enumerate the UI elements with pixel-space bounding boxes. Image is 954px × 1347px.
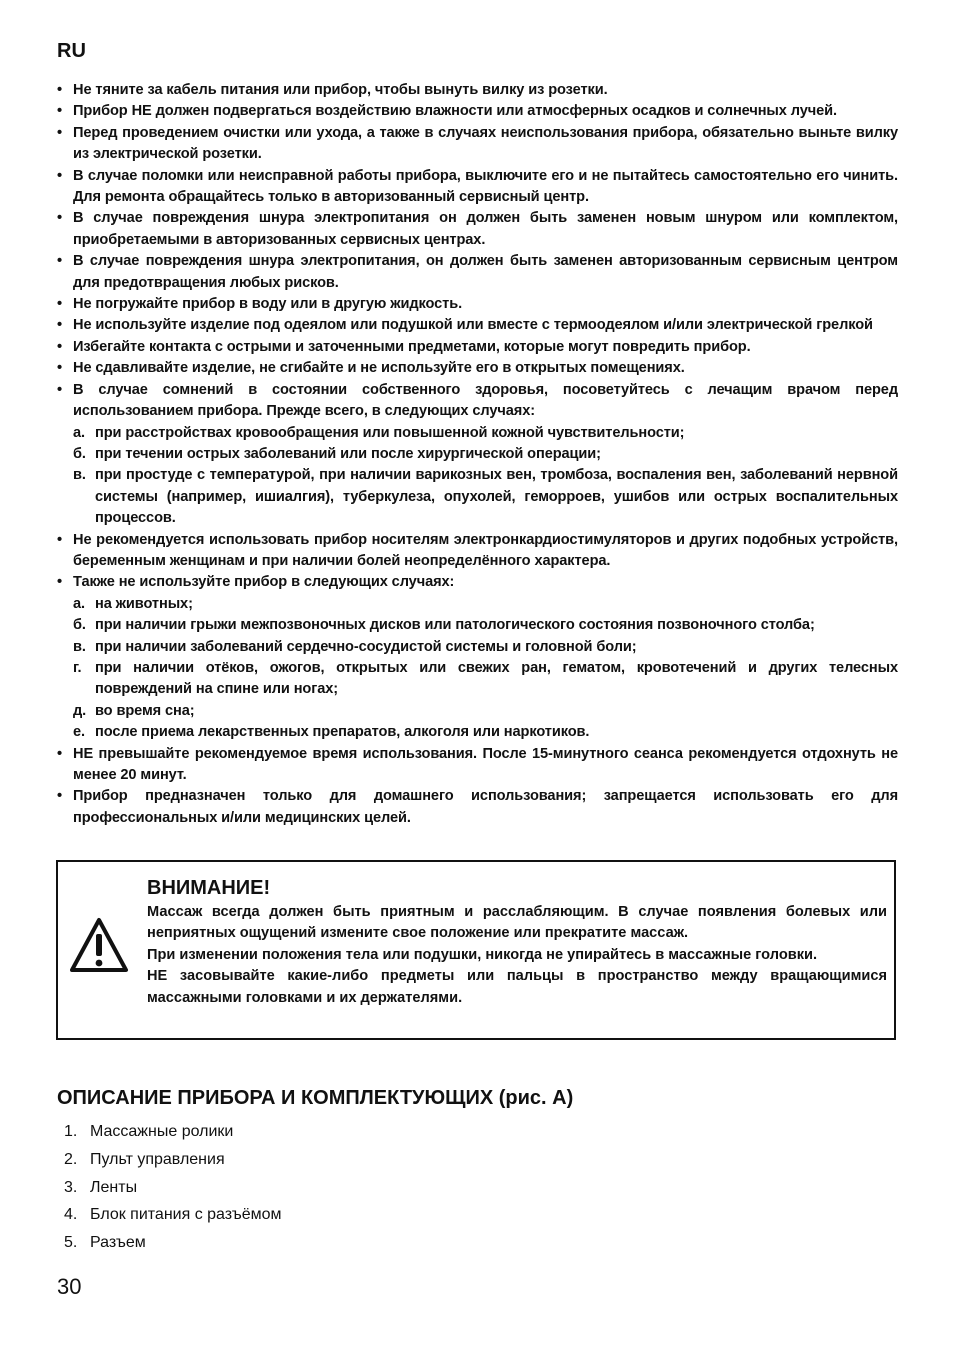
sub-item-text: при простуде с температурой, при наличии варикозных вен, тромбоза, воспаления вен, заболеваний нервной системы (например, ишиалгия), туберкулеза, опухолей, геморроев, ушибов или острых воспалительных процессов. [95,467,898,527]
part-label: Блок питания с разъёмом [90,1206,282,1224]
section-title: ОПИСАНИЕ ПРИБОРА И КОМПЛЕКТУЮЩИХ (рис. А) [57,1087,574,1109]
sub-item-letter: е. [73,724,85,741]
sub-item-letter: б. [73,445,86,462]
sub-item [57,615,898,636]
bullet-text: Не сдавливайте изделие, не сгибайте и не используйте его в открытых помещениях. [73,360,685,377]
sub-item-text: при течении острых заболеваний или после хирургической операции; [95,445,601,462]
bullet-dot: • [57,381,63,398]
bullet-text: Перед проведением очистки или ухода, а также в случаях неиспользования прибора, обязательно выньте вилку из электрической розетки. [73,124,898,163]
sub-item-text: при наличии отёков, ожогов, открытых или свежих ран, гематом, кровотечений и других телесных повреждений на спине или ногах; [95,659,898,698]
sub-item-text: при наличии заболеваний сердечно-сосудистой системы и головной боли; [95,638,637,655]
bullet-dot: • [57,360,63,377]
sub-item-letter: а. [73,424,85,441]
bullet-dot: • [57,531,63,548]
bullet-text: Не погружайте прибор в воду или в другую жидкость. [73,296,463,313]
bullet-dot: • [57,788,63,805]
bullet-dot: • [57,574,63,591]
part-item [57,1118,282,1146]
sub-item-text: при наличии грыжи межпозвоночных дисков или патологического состояния позвоночного столба; [95,617,815,634]
bullet-text: Избегайте контакта с острыми и заточенными предметами, которые могут повредить прибор. [73,338,751,355]
page-number: 30 [57,1274,82,1299]
bullet-text: В случае поломки или неисправной работы прибора, выключите его и не пытайтесь самостоятельно его чинить. Для ремонта обращайтесь только в авторизованный сервисный центр. [73,167,898,206]
bullet-item [57,294,898,315]
bullet-dot: • [57,82,63,98]
bullet-dot: • [57,317,63,334]
warning-paragraph: НЕ засовывайте какие-либо предметы или пальцы в пространство между вращающимися массажными головками и их держателями. [147,968,887,1006]
part-item [57,1201,282,1229]
part-label: Ленты [90,1178,138,1196]
bullet-text: НЕ превышайте рекомендуемое время использования. После 15-минутного сеанса рекомендуется отдохнуть не менее 20 минут. [73,745,898,783]
warning-text [147,902,887,1009]
safety-bullet-list [57,80,898,829]
bullet-item [57,572,898,593]
part-number: 3. [64,1178,78,1196]
warning-paragraph: При изменении положения тела или подушки, никогда не упирайтесь в массажные головки. [147,946,818,963]
sub-item [57,594,898,615]
part-item [57,1146,282,1174]
part-number: 1. [64,1123,78,1140]
bullet-text: Также не используйте прибор в следующих случаях: [73,574,455,591]
bullet-text: Прибор НЕ должен подвергаться воздействию влажности или атмосферных осадков и солнечных лучей. [73,103,837,120]
sub-item [57,423,898,444]
sub-item [57,444,898,465]
sub-item [57,637,898,658]
part-item [57,1229,282,1257]
language-label: RU [57,40,86,62]
bullet-item [57,251,898,294]
bullet-item [57,80,898,101]
bullet-item [57,208,898,251]
bullet-item [57,744,898,787]
warning-triangle-icon [68,916,130,974]
sub-item-letter: в. [73,638,86,655]
bullet-text: В случае повреждения шнура электропитания он должен быть заменен новым шнуром или комплектом, приобретаемыми в авторизованных сервисных центрах. [73,210,898,248]
bullet-item [57,123,898,166]
bullet-dot: • [57,167,63,184]
bullet-text: В случае повреждения шнура электропитания, он должен быть заменен авторизованным сервисным центром для предотвращения любых рисков. [73,253,898,291]
bullet-dot: • [57,124,63,141]
bullet-item [57,358,898,379]
bullet-text: Не тяните за кабель питания или прибор, чтобы вынуть вилку из розетки. [73,82,608,98]
sub-item-letter: в. [73,467,86,484]
warning-box [56,860,896,1040]
bullet-item [57,315,898,336]
sub-item-text: после приема лекарственных препаратов, алкоголя или наркотиков. [95,724,590,741]
bullet-item [57,101,898,122]
warning-paragraph: Массаж всегда должен быть приятным и расслабляющим. В случае появления болевых или неприятных ощущений измените свое положение или прекратите массаж. [147,904,887,942]
sub-item-text: на животных; [95,595,193,612]
sub-item [57,658,898,701]
sub-item [57,701,898,722]
bullet-item [57,380,898,423]
bullet-dot: • [57,210,63,227]
bullet-text: В случае сомнений в состоянии собственного здоровья, посоветуйтесь с лечащим врачом перед использованием прибора. Прежде всего, в следующих случаях: [73,381,898,420]
part-item [57,1174,282,1202]
part-label: Разъем [90,1234,146,1252]
bullet-dot: • [57,253,63,270]
bullet-item [57,337,898,358]
bullet-dot: • [57,745,63,762]
bullet-item [57,786,898,829]
bullet-item [57,530,898,573]
bullet-dot: • [57,296,63,313]
bullet-text: Не рекомендуется использовать прибор носителям электронкардиостимуляторов и других подобных устройств, беременным женщинам и при наличии болей неопределённого характера. [73,531,898,569]
sub-item [57,722,898,743]
sub-item-letter: б. [73,617,86,634]
bullet-item [57,166,898,209]
bullet-dot: • [57,103,63,120]
bullet-dot: • [57,338,63,355]
part-number: 5. [64,1234,78,1252]
part-number: 2. [64,1150,78,1168]
part-label: Массажные ролики [90,1123,234,1140]
sub-item-letter: д. [73,702,87,719]
sub-item-letter: а. [73,595,85,612]
part-label: Пульт управления [90,1150,225,1168]
part-number: 4. [64,1206,78,1224]
sub-item-letter: г. [73,659,82,676]
sub-item-text: при расстройствах кровообращения или повышенной кожной чувствительности; [95,424,685,441]
bullet-text: Не используйте изделие под одеялом или подушкой или вместе с термоодеялом и/или электрической грелкой [73,317,873,334]
parts-list [57,1118,282,1257]
sub-item-text: во время сна; [95,702,195,719]
warning-title: ВНИМАНИЕ! [147,877,271,899]
bullet-text: Прибор предназначен только для домашнего использования; запрещается использовать его для профессиональных и/или медицинских целей. [73,788,898,826]
sub-item [57,465,898,529]
